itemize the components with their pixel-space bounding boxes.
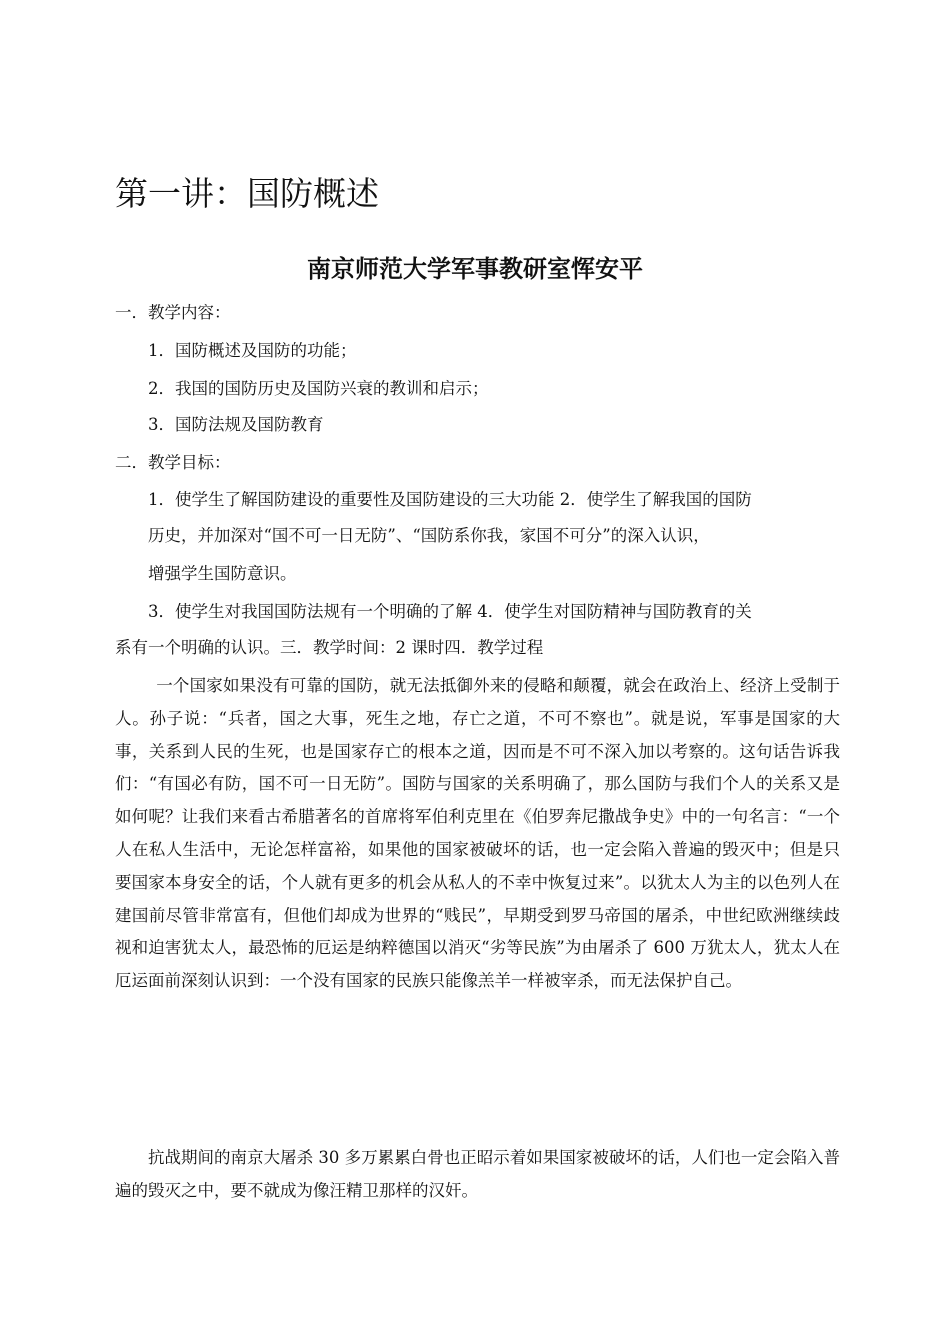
goal-line-1: 1．使学生了解国防建设的重要性及国防建设的三大功能 2．使学生了解我国的国防 [148, 490, 752, 509]
goal-line-2: 历史，并加深对“国不可一日无防”、“国防系你我，家国不可分”的深入认识， [148, 526, 710, 545]
content-item-2: 2．我国的国防历史及国防兴衰的教训和启示； [148, 379, 489, 398]
author-subtitle: 南京师范大学军事教研室恽安平 [307, 255, 643, 283]
section-2-heading: 二．教学目标： [115, 453, 231, 472]
lecture-title: 第一讲：国防概述 [115, 174, 379, 213]
goal-line-4: 3．使学生对我国国防法规有一个明确的了解 4．使学生对国防精神与国防教育的关 [148, 602, 752, 621]
goal-line-5: 系有一个明确的认识。三．教学时间：2 课时四．教学过程 [115, 638, 544, 657]
body-paragraph-2: 抗战期间的南京大屠杀 30 多万累累白骨也正昭示着如果国家被破坏的话，人们也一定会陷入普遍的毁灭之中，要不就成为像汪精卫那样的汉奸。 [115, 1148, 840, 1200]
content-item-1: 1．国防概述及国防的功能； [148, 341, 357, 360]
goal-line-3: 增强学生国防意识。 [148, 564, 297, 583]
section-1-heading: 一．教学内容： [115, 303, 231, 322]
content-item-3: 3．国防法规及国防教育 [148, 415, 324, 434]
body-paragraph-1: 一个国家如果没有可靠的国防，就无法抵御外来的侵略和颠覆，就会在政治上、经济上受制于人。孙子说：“兵者，国之大事，死生之地，存亡之道，不可不察也”。就是说，军事是国家的大事，关系到人民的生死，也是国家存亡的根本之道，因而是不可不深入加以考察的。这句话告诉我们：“有国必有防，国不可一日无防”。国防与国家的关系明确了，那么国防与我们个人的关系又是如何呢？让我们来看古希腊著名的首席将军伯利克里在《伯罗奔尼撒战争史》中的一句名言：“一个人在私人生活中，无论怎样富裕，如果他的国家被破坏的话，也一定会陷入普遍的毁灭中；但是只要国家本身安全的话，个人就有更多的机会从私人的不幸中恢复过来”。以犹太人为主的以色列人在建国前尽管非常富有，但他们却成为世界的“贱民”，早期受到罗马帝国的屠杀，中世纪欧洲继续歧视和迫害犹太人，最恐怖的厄运是纳粹德国以消灭“劣等民族”为由屠杀了 600 万犹太人，犹太人在厄运面前深刻认识到：一个没有国家的民族只能像羔羊一样被宰杀，而无法保护自己。 [115, 676, 840, 991]
